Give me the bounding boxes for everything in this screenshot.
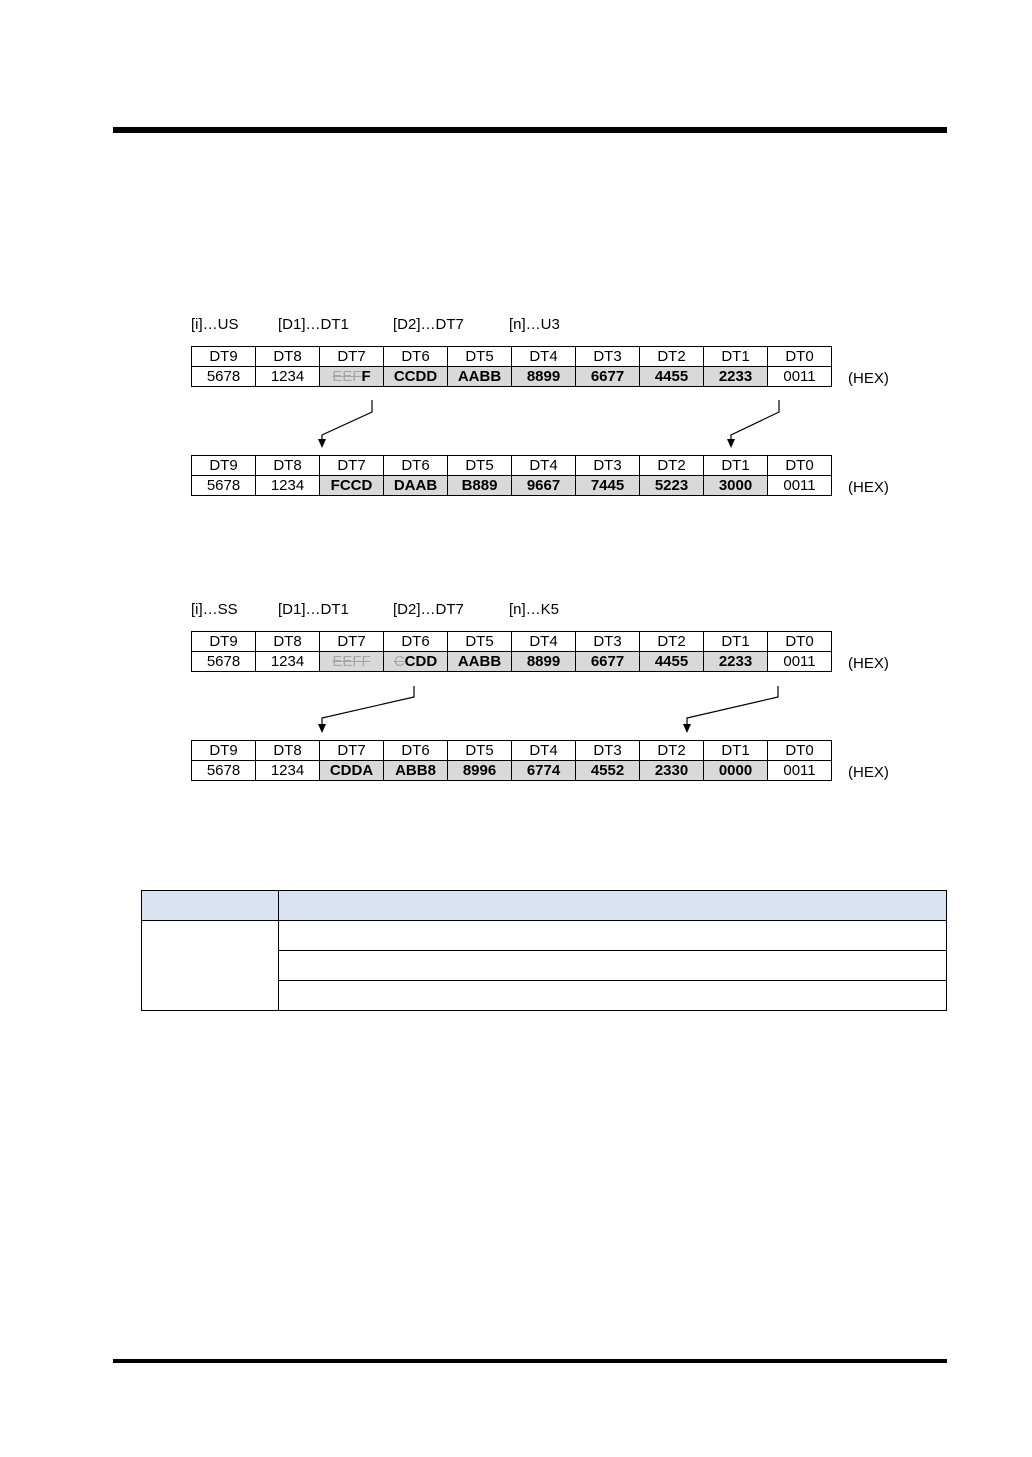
register-value: 2330 (654, 762, 689, 779)
register-value-cell (768, 476, 832, 496)
register-value-cell (320, 367, 384, 387)
register-value-cell (768, 367, 832, 387)
register-name-cell: DT8 (256, 632, 320, 652)
header-rule (113, 127, 947, 133)
register-name-cell: DT4 (512, 347, 576, 367)
register-value: B889 (461, 477, 498, 494)
register-value: 6677 (590, 368, 625, 385)
register-value-cell (704, 367, 768, 387)
register-value-cell (448, 652, 512, 672)
register-value-cell (512, 761, 576, 781)
info-cell (142, 921, 279, 1011)
info-cell (279, 981, 947, 1011)
register-value-cell (192, 652, 256, 672)
register-value-cell (576, 652, 640, 672)
example1-before-table (191, 346, 832, 387)
param-n: [n]…K5 (509, 601, 560, 618)
arrow-ex1-left (322, 400, 372, 446)
example1-after-table (191, 455, 832, 496)
register-value-cell (384, 367, 448, 387)
register-name-cell: DT6 (384, 456, 448, 476)
info-table-row (142, 921, 947, 951)
register-name-cell: DT1 (704, 347, 768, 367)
discarded-digits: C (393, 653, 405, 670)
register-value-cell (448, 476, 512, 496)
register-value: 5678 (206, 653, 241, 670)
register-value: AABB (457, 368, 502, 385)
register-name-cell: DT4 (512, 456, 576, 476)
register-value-cell (640, 761, 704, 781)
register-name-cell: DT1 (704, 632, 768, 652)
info-cell (279, 921, 947, 951)
register-name-cell: DT7 (320, 456, 384, 476)
register-name-cell: DT9 (192, 741, 256, 761)
register-name-cell: DT4 (512, 632, 576, 652)
register-value-cell (640, 367, 704, 387)
register-name-cell: DT1 (704, 456, 768, 476)
register-name-cell: DT0 (768, 456, 832, 476)
register-value-cell (192, 476, 256, 496)
register-value: 4455 (654, 653, 689, 670)
info-header-cell (142, 891, 279, 921)
hex-label: (HEX) (848, 764, 889, 781)
register-value: 1234 (270, 368, 305, 385)
register-name-cell: DT7 (320, 632, 384, 652)
arrow-ex2-right (687, 686, 778, 731)
register-value-row (192, 367, 832, 387)
register-name-cell: DT9 (192, 632, 256, 652)
register-value-cell (256, 367, 320, 387)
register-value: 0011 (783, 762, 816, 779)
register-name-cell: DT9 (192, 456, 256, 476)
register-value-cell (448, 367, 512, 387)
register-value: 8899 (526, 653, 561, 670)
register-name-cell: DT3 (576, 741, 640, 761)
register-name-cell: DT2 (640, 456, 704, 476)
register-value-cell (512, 652, 576, 672)
register-value-cell (576, 476, 640, 496)
register-value: 3000 (718, 477, 753, 494)
register-value: 8996 (462, 762, 497, 779)
register-value-cell (512, 476, 576, 496)
register-value: 2233 (718, 653, 753, 670)
register-name-cell: DT5 (448, 347, 512, 367)
register-value: 4455 (654, 368, 689, 385)
register-header-row (192, 632, 832, 652)
register-value: 1234 (270, 653, 305, 670)
footer-rule (113, 1359, 947, 1363)
register-name-cell: DT6 (384, 632, 448, 652)
register-name-cell: DT3 (576, 347, 640, 367)
register-name-cell: DT8 (256, 456, 320, 476)
register-value-cell (384, 761, 448, 781)
info-cell (279, 951, 947, 981)
param-i: [i]…SS (191, 601, 238, 618)
register-value: ABB8 (395, 762, 436, 779)
register-value: F (361, 368, 371, 385)
register-value-cell (512, 367, 576, 387)
register-value: 9667 (526, 477, 561, 494)
register-name-cell: DT8 (256, 347, 320, 367)
param-d2: [D2]…DT7 (393, 316, 464, 333)
register-name-cell: DT9 (192, 347, 256, 367)
register-value: 5223 (654, 477, 689, 494)
register-value: 2233 (718, 368, 753, 385)
info-table (141, 890, 947, 1011)
arrow-ex2-left (322, 686, 414, 731)
example2-before-table (191, 631, 832, 672)
param-d1: [D1]…DT1 (278, 601, 349, 618)
register-name-cell: DT5 (448, 456, 512, 476)
info-header-cell (279, 891, 947, 921)
register-value-cell (256, 476, 320, 496)
register-name-cell: DT7 (320, 741, 384, 761)
register-value-row (192, 476, 832, 496)
register-value-cell (192, 367, 256, 387)
register-value-cell (384, 652, 448, 672)
register-value: 0000 (718, 762, 753, 779)
register-value: FCCD (330, 477, 373, 494)
param-i: [i]…US (191, 316, 239, 333)
register-value: 0011 (783, 653, 816, 670)
register-name-cell: DT6 (384, 347, 448, 367)
register-value-cell (640, 652, 704, 672)
register-value: 0011 (783, 477, 816, 494)
register-name-cell: DT5 (448, 741, 512, 761)
register-value-cell (192, 761, 256, 781)
register-header-row (192, 347, 832, 367)
register-value-cell (704, 476, 768, 496)
register-value-cell (448, 761, 512, 781)
register-name-cell: DT8 (256, 741, 320, 761)
register-value: 1234 (270, 477, 305, 494)
example2-after-table (191, 740, 832, 781)
register-value-cell (320, 476, 384, 496)
discarded-digits: EEFF (332, 653, 371, 670)
register-name-cell: DT5 (448, 632, 512, 652)
register-value: CDD (404, 653, 438, 670)
register-value: CCDD (393, 368, 438, 385)
param-d1: [D1]…DT1 (278, 316, 349, 333)
register-value-cell (768, 652, 832, 672)
register-value: 0011 (783, 368, 816, 385)
register-value-cell (256, 652, 320, 672)
register-header-row (192, 741, 832, 761)
register-value-cell (704, 652, 768, 672)
register-name-cell: DT3 (576, 456, 640, 476)
param-d2: [D2]…DT7 (393, 601, 464, 618)
hex-label: (HEX) (848, 479, 889, 496)
register-name-cell: DT2 (640, 741, 704, 761)
register-value-cell (320, 652, 384, 672)
register-name-cell: DT7 (320, 347, 384, 367)
register-value: 8899 (526, 368, 561, 385)
register-value: AABB (457, 653, 502, 670)
register-value: DAAB (393, 477, 438, 494)
register-value-cell (576, 367, 640, 387)
info-table-header (142, 891, 947, 921)
register-value-cell (640, 476, 704, 496)
register-value: 5678 (206, 477, 241, 494)
register-value: 6677 (590, 653, 625, 670)
register-name-cell: DT2 (640, 347, 704, 367)
hex-label: (HEX) (848, 370, 889, 387)
register-value: CDDA (329, 762, 374, 779)
register-name-cell: DT0 (768, 632, 832, 652)
register-value: 4552 (590, 762, 625, 779)
hex-label: (HEX) (848, 655, 889, 672)
register-value-row (192, 652, 832, 672)
register-value-row (192, 761, 832, 781)
param-n: [n]…U3 (509, 316, 560, 333)
register-name-cell: DT2 (640, 632, 704, 652)
register-name-cell: DT0 (768, 347, 832, 367)
register-name-cell: DT0 (768, 741, 832, 761)
register-value: 5678 (206, 762, 241, 779)
register-header-row (192, 456, 832, 476)
arrow-ex1-right (731, 400, 779, 446)
register-value: 7445 (590, 477, 625, 494)
register-value-cell (576, 761, 640, 781)
register-value-cell (320, 761, 384, 781)
register-value-cell (768, 761, 832, 781)
register-value: 5678 (206, 368, 241, 385)
register-name-cell: DT1 (704, 741, 768, 761)
register-value-cell (704, 761, 768, 781)
register-value-cell (256, 761, 320, 781)
register-value-cell (384, 476, 448, 496)
discarded-digits: EEF (332, 368, 362, 385)
register-value: 6774 (526, 762, 561, 779)
register-name-cell: DT4 (512, 741, 576, 761)
register-name-cell: DT6 (384, 741, 448, 761)
register-value: 1234 (270, 762, 305, 779)
register-name-cell: DT3 (576, 632, 640, 652)
